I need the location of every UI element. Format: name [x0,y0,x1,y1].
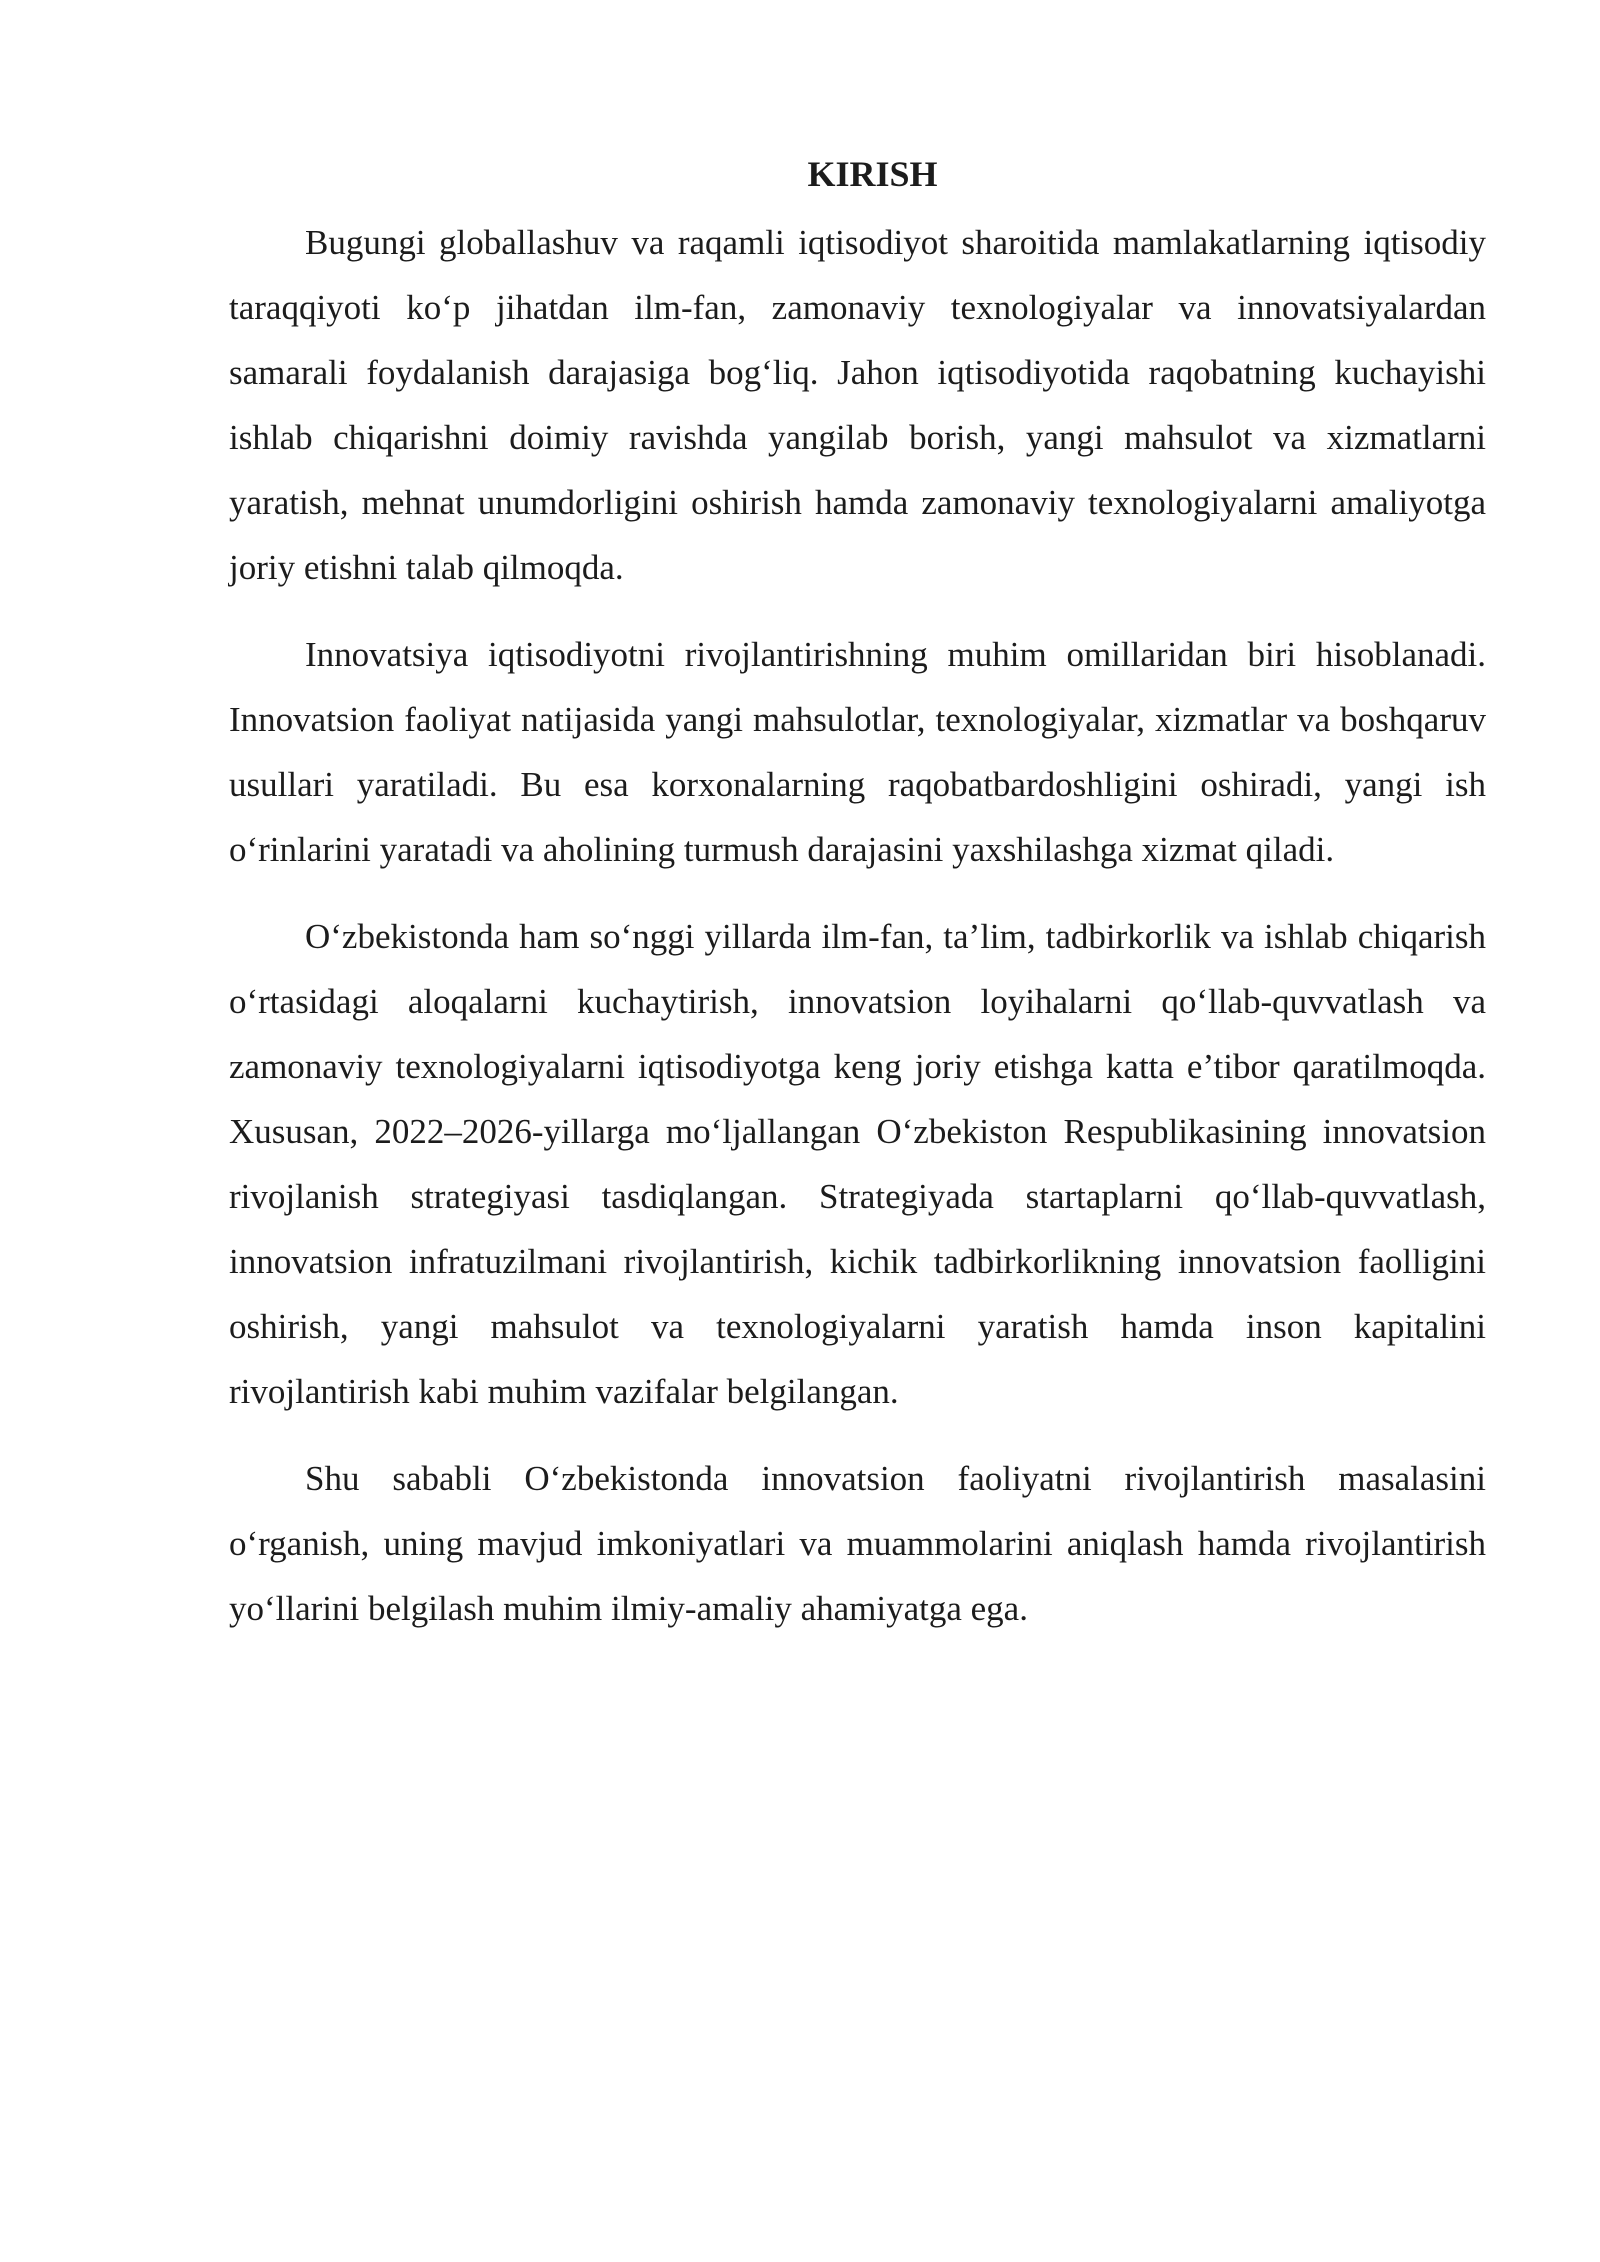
paragraph-3: O‘zbekistonda ham so‘nggi yillarda ilm-fan, ta’lim, tadbirkorlik va ishlab chiqarish o‘rtasidagi aloqalarni kuchaytirish, innovatsion loyihalarni qo‘llab-quvvatlash va zamonaviy texnologiyalarni iqtisodiyotga keng joriy etishga katta e’tibor qaratilmoqda. Xususan, 2022–2026-yillarga mo‘ljallangan O‘zbekiston Respublikasining innovatsion rivojlanish strategiyasi tasdiqlangan. Strategiyada startaplarni qo‘llab-quvvatlash, innovatsion infratuzilmani rivojlantirish, kichik tadbirkorlikning innovatsion faolligini oshirish, yangi mahsulot va texnologiyalarni yaratish hamda inson kapitalini rivojlantirish kabi muhim vazifalar belgilangan. [229,917,1486,1411]
page-content [229,148,1486,1663]
paragraph-4: Shu sababli O‘zbekistonda innovatsion faoliyatni rivojlantirish masalasini o‘rganish, uning mavjud imkoniyatlari va muammolarini aniqlash hamda rivojlantirish yo‘llarini belgilash muhim ilmiy-amaliy ahamiyatga ega. [229,1459,1486,1628]
page-title: KIRISH [807,154,938,194]
paragraph-2: Innovatsiya iqtisodiyotni rivojlantirishning muhim omillaridan biri hisoblanadi. Innovatsion faoliyat natijasida yangi mahsulotlar, texnologiyalar, xizmatlar va boshqaruv usullari yaratiladi. Bu esa korxonalarning raqobatbardoshligini oshiradi, yangi ish o‘rinlarini yaratadi va aholining turmush darajasini yaxshilashga xizmat qiladi. [229,635,1486,869]
paragraph-1: Bugungi globallashuv va raqamli iqtisodiyot sharoitida mamlakatlarning iqtisodiy taraqqiyoti ko‘p jihatdan ilm-fan, zamonaviy texnologiyalar va innovatsiyalardan samarali foydalanish darajasiga bog‘liq. Jahon iqtisodiyotida raqobatning kuchayishi ishlab chiqarishni doimiy ravishda yangilab borish, yangi mahsulot va xizmatlarni yaratish, mehnat unumdorligini oshirish hamda zamonaviy texnologiyalarni amaliyotga joriy etishni talab qilmoqda. [229,223,1486,587]
